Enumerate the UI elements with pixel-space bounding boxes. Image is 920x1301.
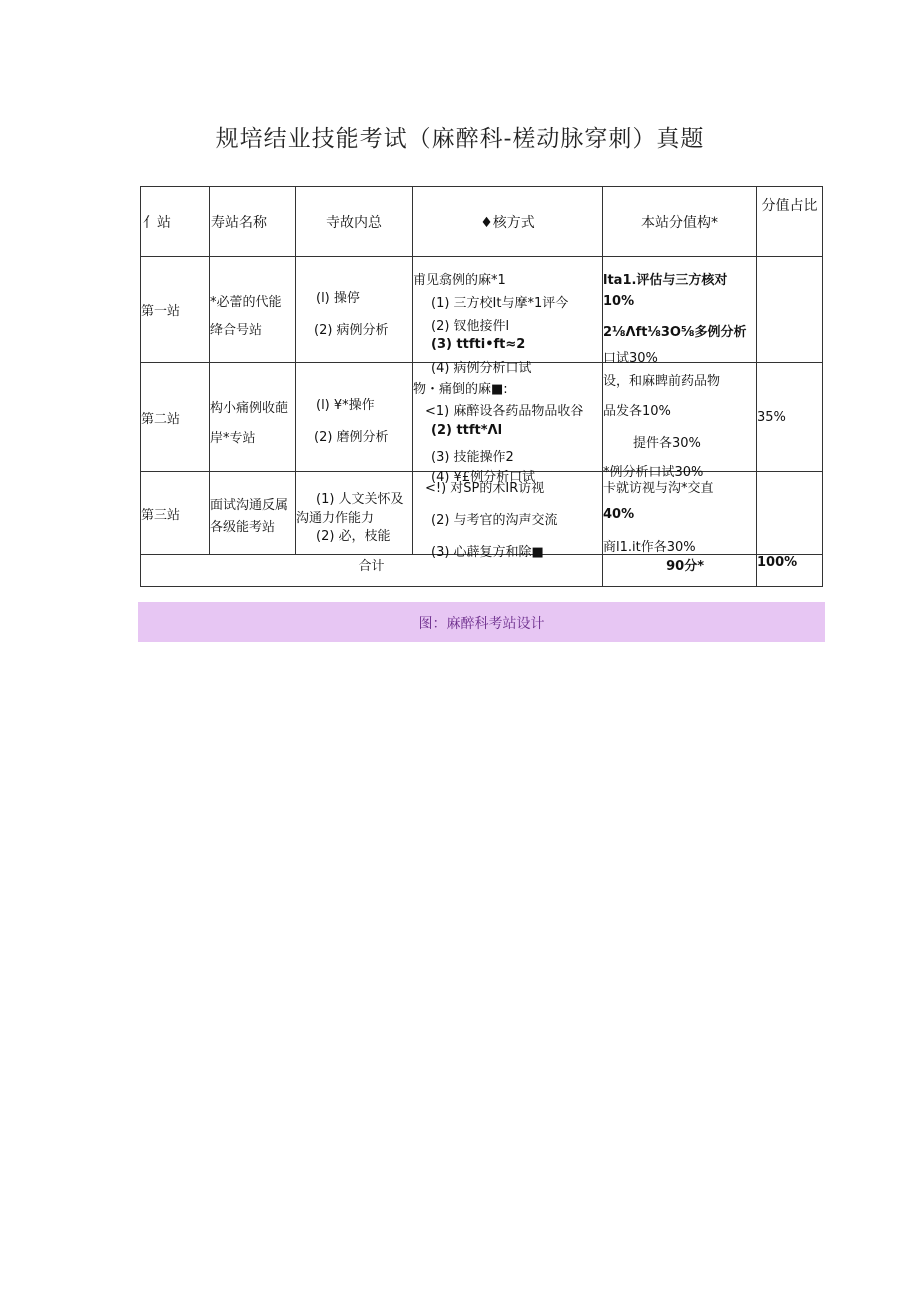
score-line: 卡就访视与沟*交直 <box>603 481 714 496</box>
ratio-cell: 35% <box>757 363 823 472</box>
score-line: *例分析口试30% <box>603 465 704 480</box>
content-cell <box>296 257 413 363</box>
content-line: 沟通力作能力 <box>296 511 375 526</box>
method-cell <box>413 363 603 485</box>
score-line: 品发各10% <box>603 404 671 419</box>
station-label: 第一站 <box>141 257 210 363</box>
table-header-row <box>141 187 823 257</box>
method-cell <box>413 472 603 560</box>
header-ratio: 分值占比 <box>757 187 823 257</box>
exam-station-table <box>140 186 823 587</box>
ratio-cell <box>757 472 823 555</box>
method-line: 物・痛倒的麻■: <box>413 382 508 397</box>
method-line: (4) ¥£例分析口试 <box>431 470 536 485</box>
method-line: (3) ttfti•ft≈2 <box>431 337 526 352</box>
header-station: 亻站 <box>141 187 210 257</box>
method-line: (2) 与考官的沟声交流 <box>431 513 558 528</box>
table-row <box>141 363 823 472</box>
station-name-line: 绛合号站 <box>210 323 263 338</box>
method-line: (4) 病例分析口试 <box>431 361 532 376</box>
method-line: <!) 对SP的术IR访视 <box>425 481 545 496</box>
total-ratio: 100% <box>757 555 823 587</box>
station-name-cell <box>210 472 296 555</box>
station-name-line: 岸*专站 <box>210 431 256 446</box>
station-name-line: 构小痛例收葩 <box>210 401 289 416</box>
score-cell <box>603 472 757 555</box>
total-score: 90分* <box>603 555 757 587</box>
score-cell <box>603 363 757 480</box>
method-line: 甫见翕例的麻*1 <box>413 273 506 288</box>
content-line: (2) 必，枝能 <box>316 529 391 544</box>
content-line: (1) 人文关怀及 <box>316 492 404 507</box>
method-line: (3) 技能操作2 <box>431 450 514 465</box>
score-line: 设，和麻睥前药品物 <box>603 374 721 389</box>
score-line: 商l1.it作各30% <box>603 540 696 555</box>
content-cell <box>296 363 413 472</box>
station-name-line: 各级能考站 <box>210 520 276 535</box>
method-line: (2) 钗他接件l <box>431 319 510 334</box>
score-line: 提件各30% <box>633 436 701 451</box>
method-line: <1) 麻醉设各药品物品收谷 <box>425 404 584 419</box>
score-line: 2⅛Λft⅛3O⅝多例分析 <box>603 325 747 340</box>
content-line: (2) 病例分析 <box>314 323 389 338</box>
content-line: (l) 操停 <box>316 291 360 306</box>
score-line: 10% <box>603 294 635 309</box>
score-cell <box>603 257 757 366</box>
method-line: (3) 心薜复方和除■ <box>431 545 544 560</box>
method-line: (1) 三方校It与摩*1评今 <box>431 296 569 311</box>
station-name-line: *必蕾的代能 <box>210 295 282 310</box>
header-station-name: 寿站名称 <box>210 187 296 257</box>
page-title: 规培结业技能考试（麻醉科-槎动脉穿刺）真题 <box>215 126 705 152</box>
content-line: (l) ¥*操作 <box>316 398 375 413</box>
total-label: 合计 <box>141 555 603 587</box>
score-line: lta1.评估与三方核对 <box>603 273 728 288</box>
station-name-cell <box>210 363 296 472</box>
table-row <box>141 472 823 555</box>
station-name-line: 面试沟通反属 <box>210 498 289 513</box>
station-name-cell <box>210 257 296 363</box>
score-line: 口试30% <box>603 351 658 366</box>
figure-caption: 图：麻醉科考站设计 <box>138 602 825 642</box>
score-line: 40% <box>603 507 635 522</box>
station-label: 第三站 <box>141 472 210 555</box>
header-score-structure: 本站分值构* <box>603 187 757 257</box>
station-label: 第二站 <box>141 363 210 472</box>
header-content: 寺故内总 <box>296 187 413 257</box>
method-line: (2) ttft*Λl <box>431 423 503 438</box>
method-cell <box>413 257 603 376</box>
header-method: ♦核方式 <box>413 187 603 257</box>
content-line: (2) 磨例分析 <box>314 430 389 445</box>
ratio-cell <box>757 257 823 363</box>
content-cell <box>296 472 413 555</box>
table-row <box>141 257 823 363</box>
